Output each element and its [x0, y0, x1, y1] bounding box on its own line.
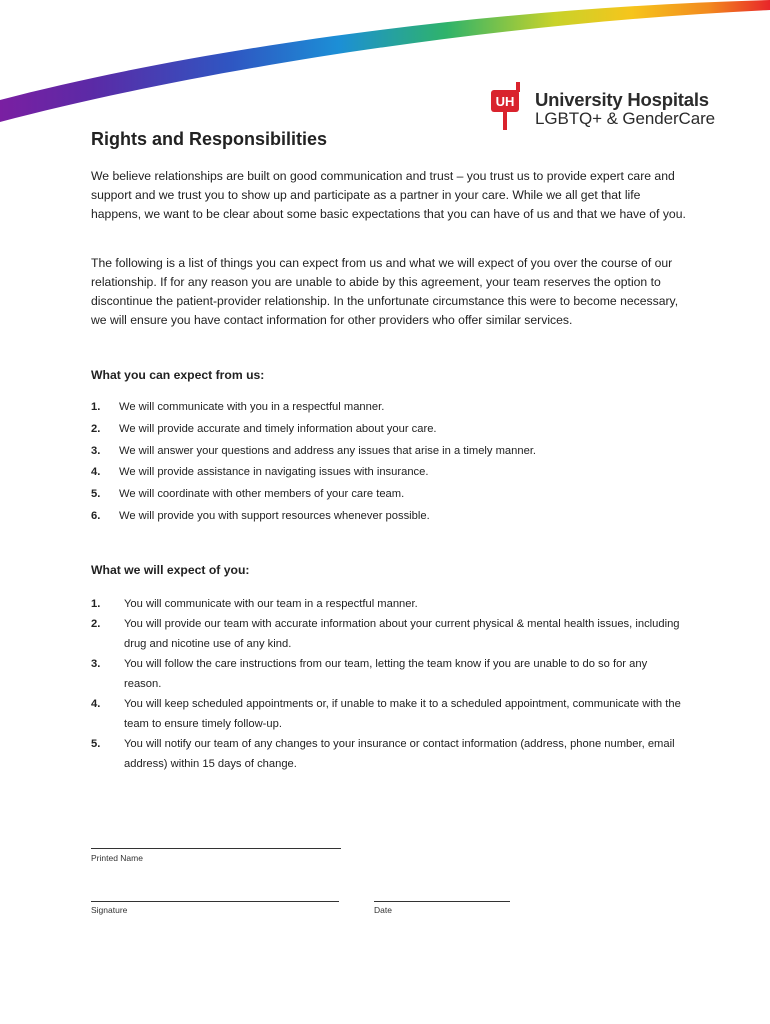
page-title: Rights and Responsibilities — [91, 129, 328, 149]
list-item: 5. You will notify our team of any changes to your insurance or contact information (address, phone number, email address) within 15 days of change. — [91, 738, 675, 770]
list-item: 4. You will keep scheduled appointments or, if unable to make it to a scheduled appointment, communicate with the team to ensure timely follow-up. — [91, 698, 681, 730]
list-item: 6. We will provide you with support resources whenever possible. — [91, 509, 430, 522]
org-subtitle: LGBTQ+ & GenderCare — [535, 109, 715, 128]
expect-from-us-heading: What you can expect from us: — [91, 368, 265, 382]
uh-logo — [489, 80, 729, 132]
printed-name-line[interactable] — [91, 848, 341, 849]
expect-of-you-heading: What we will expect of you: — [91, 563, 250, 577]
list-item: 1. We will communicate with you in a respectful manner. — [91, 401, 385, 413]
list-item: 4. We will provide assistance in navigating issues with insurance. — [91, 466, 429, 479]
list-item: 3. You will follow the care instructions from our team, letting the team know if you are unable to do so for any reason. — [91, 658, 648, 690]
date-line[interactable] — [374, 901, 510, 902]
list-item: 2. You will provide our team with accurate information about your current physical & mental health issues, including drug and nicotine use of any kind. — [91, 618, 680, 650]
signature-line[interactable] — [91, 901, 339, 902]
list-item: 5. We will coordinate with other members of your care team. — [91, 488, 405, 501]
uh-logo-icon — [489, 80, 531, 132]
org-name: University Hospitals — [535, 89, 709, 110]
printed-name-label: Printed Name — [91, 853, 143, 863]
list-item: 3. We will answer your questions and address any issues that arise in a timely manner. — [91, 444, 537, 457]
expect-from-us-list — [91, 398, 691, 529]
svg-text:UH: UH — [495, 94, 515, 109]
date-label: Date — [374, 905, 392, 915]
list-item: 1. You will communicate with our team in a respectful manner. — [91, 598, 418, 610]
list-item: 2. We will provide accurate and timely information about your care. — [91, 422, 437, 435]
signature-label: Signature — [91, 905, 128, 915]
intro-paragraph-2: The following is a list of things you can expect from us and what we will expect of you over the course of our relationship. If for any reason you are unable to abide by this agreement, your team reserves the option to discontinue the patient-provider relationship. In the unfortunate circumstance this were to become necessary, we will ensure you have contact information for other providers who offer similar services. — [91, 256, 679, 327]
expect-of-you-list — [91, 594, 691, 774]
intro-paragraph-1: We believe relationships are built on good communication and trust – you trust us to provide expert care and support and we trust you to show up and participate as a partner in your care. While we all get that life happens, we want to be clear about some basic expectations that you can have of us and that we have of you. — [91, 169, 686, 221]
